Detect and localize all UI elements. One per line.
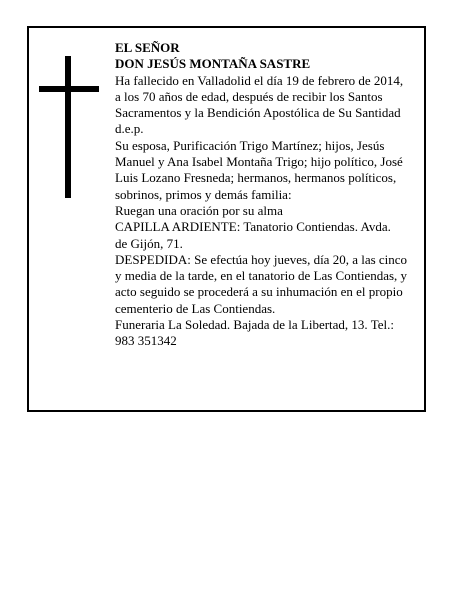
text-line: de Gijón, 71.: [115, 235, 183, 251]
text-line: acto seguido se procederá a su inhumación en el propio: [115, 284, 403, 300]
heading-name: DON JESÚS MONTAÑA SASTRE: [115, 56, 311, 72]
text-line: Luis Lozano Fresneda; hermanos, hermanos políticos,: [115, 170, 397, 186]
text-line: a los 70 años de edad, después de recibir los Santos: [115, 88, 383, 104]
text-line: Su esposa, Purificación Trigo Martínez; hijos, Jesús: [115, 137, 385, 153]
text-line: Ha fallecido en Valladolid el día 19 de febrero de 2014,: [115, 72, 404, 88]
obituary-text: [115, 40, 420, 350]
text-line: Manuel y Ana Isabel Montaña Trigo; hijo político, José: [115, 154, 403, 170]
text-line: Sacramentos y la Bendición Apostólica de Su Santidad: [115, 105, 401, 121]
heading-title: EL SEÑOR: [115, 40, 180, 55]
text-line: Funeraria La Soledad. Bajada de la Libertad, 13. Tel.:: [115, 317, 394, 333]
cross-icon: [39, 56, 99, 198]
text-line: CAPILLA ARDIENTE: Tanatorio Contiendas. Avda.: [115, 219, 391, 235]
text-line: sobrinos, primos y demás familia:: [115, 186, 292, 202]
cross-horizontal-bar: [39, 86, 99, 92]
text-line: cementerio de Las Contiendas.: [115, 300, 276, 316]
text-line: Ruegan una oración por su alma: [115, 202, 283, 218]
text-line: 983 351342: [115, 333, 177, 349]
cross-vertical-bar: [65, 56, 71, 198]
text-line: y media de la tarde, en el tanatorio de Las Contiendas, y: [115, 268, 408, 284]
obituary-notice: [27, 26, 426, 412]
text-line: d.e.p.: [115, 121, 144, 137]
text-line: DESPEDIDA: Se efectúa hoy jueves, día 20, a las cinco: [115, 251, 408, 267]
